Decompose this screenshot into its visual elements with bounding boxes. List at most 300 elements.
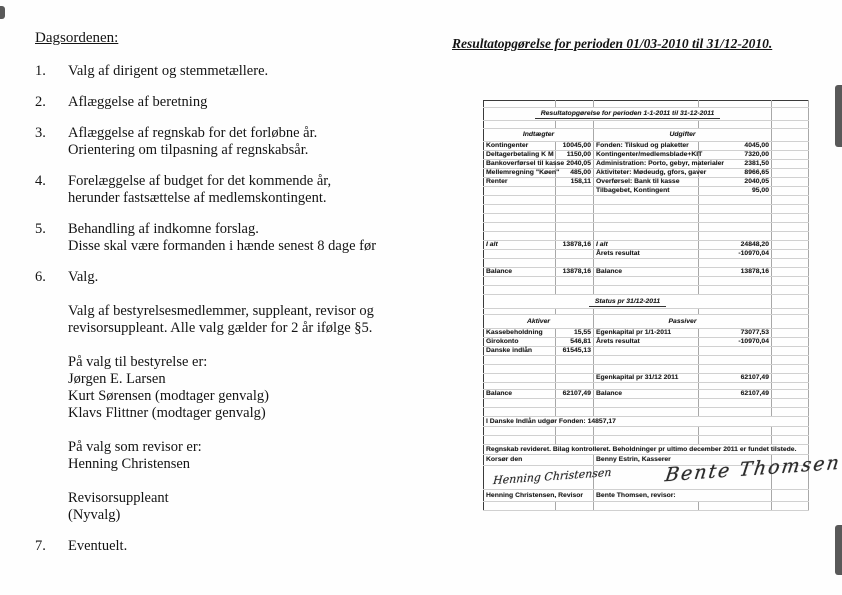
cell — [594, 408, 699, 417]
table-row — [484, 108, 809, 121]
expense-value-cell — [699, 151, 772, 160]
cell — [699, 232, 772, 241]
cell — [772, 383, 809, 390]
cell — [594, 121, 699, 129]
cell — [484, 250, 556, 259]
asset-label-cell — [484, 329, 556, 338]
agenda-line: Valg af dirigent og stemmetællere. — [68, 63, 269, 79]
place-date-cell — [484, 455, 594, 466]
agenda-item — [35, 63, 440, 80]
result-value-cell-text: -10970,04 — [738, 250, 769, 258]
cell — [772, 347, 809, 356]
cell — [484, 277, 556, 286]
table-row — [484, 445, 809, 455]
cell — [484, 286, 556, 295]
liability-label-cell — [594, 329, 699, 338]
equity-value-cell-text: 62107,49 — [740, 374, 769, 382]
cell — [556, 427, 594, 436]
asset-label-cell-text: Kassebeholdning — [486, 329, 543, 337]
expense-label-cell — [594, 187, 699, 196]
cell — [772, 427, 809, 436]
table-row — [484, 277, 809, 286]
expense-value-cell — [699, 142, 772, 151]
cell — [484, 427, 556, 436]
balance-value-cell — [699, 390, 772, 399]
income-value-cell — [556, 169, 594, 178]
table-row — [484, 178, 809, 187]
table-row — [484, 408, 809, 417]
table-row — [484, 101, 809, 108]
ledger-table-wrap — [483, 100, 842, 511]
auditor1-name-cell — [484, 490, 594, 502]
cell — [556, 214, 594, 223]
cell — [772, 214, 809, 223]
agenda-line: På valg til bestyrelse er: — [68, 354, 208, 370]
table-row — [484, 223, 809, 232]
agenda-item-body — [68, 221, 440, 255]
table-row — [484, 490, 809, 502]
cell — [484, 383, 556, 390]
balance-label-cell-text: Balance — [596, 390, 623, 398]
cell — [594, 399, 699, 408]
cell — [699, 214, 772, 223]
table-row — [484, 232, 809, 241]
cell — [772, 187, 809, 196]
assets-header-text: Aktiver — [526, 317, 551, 325]
cell — [556, 250, 594, 259]
agenda-line — [68, 473, 440, 490]
cell — [772, 338, 809, 347]
table-row — [484, 205, 809, 214]
agenda-item-body — [68, 94, 440, 111]
income-value-cell — [556, 142, 594, 151]
cell — [699, 427, 772, 436]
cell — [556, 408, 594, 417]
agenda-item — [35, 94, 440, 111]
cell — [772, 142, 809, 151]
cell — [772, 356, 809, 365]
cell — [772, 315, 809, 329]
liabilities-header — [594, 315, 772, 329]
liability-label-cell-text: Egenkapital pr 1/1-2011 — [596, 329, 672, 337]
agenda-line: Revisorsuppleant — [68, 490, 169, 506]
asset-label-cell — [484, 338, 556, 347]
agenda-line: Disse skal være formanden i hænde senest 8 dage før — [68, 238, 377, 254]
cell — [484, 121, 556, 129]
table-row — [484, 268, 809, 277]
table-row — [484, 295, 809, 309]
expense-label-cell — [594, 178, 699, 187]
agenda-line — [68, 286, 440, 303]
cell — [556, 121, 594, 129]
status-title-text: Status pr 31/12-2011 — [589, 298, 666, 307]
cell — [772, 121, 809, 129]
cell — [699, 121, 772, 129]
treasurer-name-cell-text: Benny Estrin, Kasserer — [596, 456, 671, 464]
cell — [484, 187, 556, 196]
income-label-cell — [484, 169, 560, 178]
total-value-cell — [699, 241, 772, 250]
cell — [772, 232, 809, 241]
expense-label-cell-text: Tilbagebet, Kontingent — [596, 187, 670, 195]
agenda-line: På valg som revisor er: — [68, 439, 202, 455]
ledger-title-text: Resultatopgørelse for perioden 1-1-2011 til 31-12-2011 — [535, 110, 721, 119]
total-label-cell-text: I alt — [486, 241, 498, 249]
agenda-item-number: 5. — [35, 221, 46, 237]
cell — [699, 399, 772, 408]
cell — [594, 502, 699, 511]
agenda-line: revisorsuppleant. Alle valg gælder for 2 år ifølge §5. — [68, 320, 373, 336]
cell — [772, 286, 809, 295]
asset-value-cell — [556, 329, 594, 338]
cell — [556, 374, 594, 383]
table-row — [484, 427, 809, 436]
expense-value-cell-text: 2381,50 — [744, 160, 769, 168]
agenda-line: (Nyvalg) — [68, 507, 121, 523]
cell — [594, 232, 699, 241]
cell — [772, 223, 809, 232]
result-value-cell — [699, 250, 772, 259]
expense-value-cell-text: 8966,65 — [744, 169, 769, 177]
cell — [594, 427, 699, 436]
agenda-item-number: 7. — [35, 538, 46, 554]
cell — [772, 268, 809, 277]
table-row — [484, 169, 809, 178]
handwritten-signature-henning: Henning Christensen — [492, 465, 612, 488]
cell — [594, 205, 699, 214]
cell — [772, 277, 809, 286]
expense-value-cell-text: 7320,00 — [744, 151, 769, 159]
income-value-cell-text: 485,00 — [570, 169, 591, 177]
ledger-table-body — [484, 101, 809, 511]
table-row — [484, 399, 809, 408]
cell — [556, 101, 594, 108]
cell — [699, 408, 772, 417]
liability-value-cell — [699, 329, 772, 338]
balance-value-cell-text: 62107,49 — [740, 390, 769, 398]
scan-artifact — [835, 85, 842, 147]
cell — [484, 436, 556, 445]
cell — [772, 151, 809, 160]
table-row — [484, 241, 809, 250]
agenda-section — [35, 30, 440, 569]
agenda-item-number: 2. — [35, 94, 46, 110]
cell — [772, 502, 809, 511]
cell — [484, 196, 556, 205]
agenda-item — [35, 538, 440, 555]
cell — [699, 436, 772, 445]
expense-label-cell-text: Kontingenter/medlemsblade+KIT — [596, 151, 703, 159]
cell — [772, 329, 809, 338]
cell — [594, 347, 699, 356]
expense-label-cell — [594, 169, 707, 178]
cell — [699, 286, 772, 295]
total-value-cell — [556, 241, 594, 250]
cell — [699, 259, 772, 268]
cell — [556, 205, 594, 214]
assets-header — [484, 315, 594, 329]
cell — [484, 232, 556, 241]
ledger-title — [484, 108, 772, 121]
asset-label-cell-text: Danske indlån — [486, 347, 533, 355]
expense-label-cell-text: Aktiviteter: Mødeudg, gfors, gaver — [596, 169, 707, 177]
result-label-cell-text: Årets resultat — [596, 250, 640, 258]
audit-note — [484, 445, 809, 455]
cell — [772, 374, 809, 383]
expense-label-cell-text: Administration: Porto, gebyr, materialer — [596, 160, 725, 168]
fund-note — [484, 417, 809, 427]
handwritten-signature-bente: Bente Thomsen — [663, 451, 842, 487]
asset-label-cell-text: Girokonto — [486, 338, 519, 346]
agenda-item — [35, 173, 440, 207]
total-value-cell-text: 24848,20 — [740, 241, 769, 249]
cell — [556, 383, 594, 390]
table-row — [484, 356, 809, 365]
balance-label-cell — [594, 390, 699, 399]
asset-value-cell-text: 546,81 — [570, 338, 591, 346]
liability-value-cell-text: 73077,53 — [740, 329, 769, 337]
table-row — [484, 187, 809, 196]
table-row — [484, 214, 809, 223]
income-header-text: Indtægter — [522, 131, 555, 139]
total-label-cell — [594, 241, 699, 250]
total-value-cell-text: 13878,16 — [562, 241, 591, 249]
equity-label-cell — [594, 374, 699, 383]
agenda-item-body — [68, 173, 440, 207]
agenda-title: Dagsordenen: — [35, 30, 119, 46]
cell — [556, 286, 594, 295]
cell — [594, 277, 699, 286]
agenda-line — [68, 422, 440, 439]
cell — [484, 101, 556, 108]
asset-value-cell — [556, 338, 594, 347]
cell — [699, 356, 772, 365]
cell — [772, 250, 809, 259]
agenda-item-number: 1. — [35, 63, 46, 79]
expense-label-cell — [594, 160, 725, 169]
cell — [772, 390, 809, 399]
table-row — [484, 121, 809, 129]
expense-value-cell-text: 4045,00 — [744, 142, 769, 150]
expense-label-cell — [594, 142, 699, 151]
ledger-table — [483, 100, 809, 511]
expense-value-cell-text: 2040,05 — [744, 178, 769, 186]
cell — [556, 399, 594, 408]
liabilities-header-text: Passiver — [668, 317, 697, 325]
agenda-line: herunder fastsættelse af medlemskontingent. — [68, 190, 327, 206]
balance-label-cell-text: Balance — [486, 390, 513, 398]
equity-value-cell — [699, 374, 772, 383]
expense-label-cell-text: Overførsel: Bank til kasse — [596, 178, 680, 186]
cell — [772, 241, 809, 250]
expense-header-text: Udgifter — [669, 131, 696, 139]
cell — [699, 365, 772, 374]
income-label-cell — [484, 142, 556, 151]
income-label-cell-text: Bankoverførsel til kasse — [486, 160, 565, 168]
balance-label-cell — [594, 268, 699, 277]
income-label-cell-text: Renter — [486, 178, 508, 186]
auditor1-name-cell-text: Henning Christensen, Revisor — [486, 491, 584, 499]
table-row — [484, 365, 809, 374]
income-value-cell-text: 2040,05 — [566, 160, 591, 168]
agenda-item-body — [68, 538, 440, 555]
balance-value-cell — [556, 268, 594, 277]
balance-label-cell-text: Balance — [486, 268, 513, 276]
agenda-item — [35, 125, 440, 159]
cell — [594, 259, 699, 268]
cell — [772, 108, 809, 121]
cell — [484, 205, 556, 214]
asset-label-cell — [484, 347, 556, 356]
cell — [556, 196, 594, 205]
cell — [484, 374, 556, 383]
table-row — [484, 390, 809, 399]
cell — [772, 436, 809, 445]
expense-value-cell-text: 95,00 — [751, 187, 769, 195]
agenda-line: Valg af bestyrelsesmedlemmer, suppleant, revisor og — [68, 303, 374, 319]
agenda-item-number: 3. — [35, 125, 46, 141]
income-value-cell-text: 10045,00 — [562, 142, 591, 150]
agenda-line: Henning Christensen — [68, 456, 191, 472]
liability-value-cell — [699, 338, 772, 347]
agenda-item-number: 6. — [35, 269, 46, 285]
expense-value-cell — [699, 169, 772, 178]
income-value-cell-text: 158,11 — [570, 178, 591, 186]
cell — [699, 502, 772, 511]
table-row — [484, 315, 809, 329]
scan-artifact — [0, 6, 5, 19]
table-row — [484, 329, 809, 338]
agenda-item — [35, 221, 440, 255]
equity-label-cell-text: Egenkapital pr 31/12 2011 — [596, 374, 679, 382]
cell — [484, 223, 556, 232]
cell — [699, 347, 772, 356]
table-row — [484, 417, 809, 427]
status-title — [484, 295, 772, 309]
cell — [556, 187, 594, 196]
table-row — [484, 383, 809, 390]
cell — [484, 356, 556, 365]
cell — [772, 365, 809, 374]
income-label-cell-text: Deltagerbetaling K M — [486, 151, 554, 159]
total-label-cell — [484, 241, 556, 250]
agenda-line: Valg. — [68, 269, 99, 285]
liability-label-cell — [594, 338, 699, 347]
balance-label-cell — [484, 268, 556, 277]
asset-value-cell-text: 61545,13 — [562, 347, 591, 355]
cell — [484, 365, 556, 374]
income-label-cell-text: Mellemregning "Køen" — [486, 169, 560, 177]
balance-value-cell-text: 13878,16 — [562, 268, 591, 276]
cell — [594, 356, 699, 365]
scan-artifact — [835, 525, 842, 575]
balance-value-cell — [699, 268, 772, 277]
agenda-item-body — [68, 269, 440, 524]
agenda-list — [35, 63, 440, 555]
cell — [484, 408, 556, 417]
auditor2-name-cell-text: Bente Thomsen, revisor: — [596, 491, 676, 499]
cell — [772, 101, 809, 108]
agenda-line — [68, 337, 440, 354]
cell — [772, 160, 809, 169]
agenda-line: Klavs Flittner (modtager genvalg) — [68, 405, 266, 421]
income-label-cell — [484, 160, 565, 169]
cell — [772, 295, 809, 309]
balance-label-cell — [484, 390, 556, 399]
income-label-cell-text: Kontingenter — [486, 142, 529, 150]
balance-value-cell-text: 13878,16 — [740, 268, 769, 276]
audit-note-text: Regnskab revideret. Bilag kontrolleret. Beholdninger pr ultimo december 2011 er fundet tilstede. — [486, 445, 797, 453]
cell — [699, 383, 772, 390]
asset-value-cell — [556, 347, 594, 356]
cell — [484, 214, 556, 223]
cell — [772, 169, 809, 178]
expense-label-cell-text: Fonden: Tilskud og plaketter — [596, 142, 689, 150]
agenda-line: Eventuelt. — [68, 538, 128, 554]
income-label-cell — [484, 178, 556, 187]
expense-label-cell — [594, 151, 703, 160]
table-row — [484, 286, 809, 295]
agenda-line: Orientering om tilpasning af regnskabsår. — [68, 142, 309, 158]
cell — [594, 436, 699, 445]
table-row — [484, 151, 809, 160]
cell — [594, 214, 699, 223]
table-row — [484, 374, 809, 383]
agenda-line: Jørgen E. Larsen — [68, 371, 166, 387]
cell — [772, 490, 809, 502]
income-label-cell — [484, 151, 556, 160]
agenda-item-body — [68, 63, 440, 80]
cell — [594, 101, 699, 108]
table-row — [484, 250, 809, 259]
cell — [699, 196, 772, 205]
expense-value-cell — [699, 187, 772, 196]
agenda-line: Forelæggelse af budget for det kommende år, — [68, 173, 332, 189]
table-row — [484, 347, 809, 356]
cell — [556, 277, 594, 286]
cell — [772, 178, 809, 187]
balance-value-cell — [556, 390, 594, 399]
agenda-item — [35, 269, 440, 524]
cell — [594, 286, 699, 295]
cell — [699, 205, 772, 214]
asset-value-cell-text: 15,55 — [573, 329, 591, 337]
table-row — [484, 160, 809, 169]
agenda-line: Kurt Sørensen (modtager genvalg) — [68, 388, 269, 404]
cell — [556, 356, 594, 365]
table-row — [484, 259, 809, 268]
cell — [772, 196, 809, 205]
table-row — [484, 142, 809, 151]
balance-value-cell-text: 62107,49 — [562, 390, 591, 398]
agenda-item-body — [68, 125, 440, 159]
cell — [772, 129, 809, 142]
cell — [699, 101, 772, 108]
income-header — [484, 129, 594, 142]
cell — [556, 502, 594, 511]
cell — [556, 436, 594, 445]
cell — [594, 365, 699, 374]
balance-label-cell-text: Balance — [596, 268, 623, 276]
cell — [484, 502, 556, 511]
cell — [484, 399, 556, 408]
income-value-cell — [556, 178, 594, 187]
liability-value-cell-text: -10970,04 — [738, 338, 769, 346]
place-date-cell-text: Korsør den — [486, 456, 523, 464]
cell — [556, 259, 594, 268]
cell — [699, 277, 772, 286]
cell — [556, 365, 594, 374]
